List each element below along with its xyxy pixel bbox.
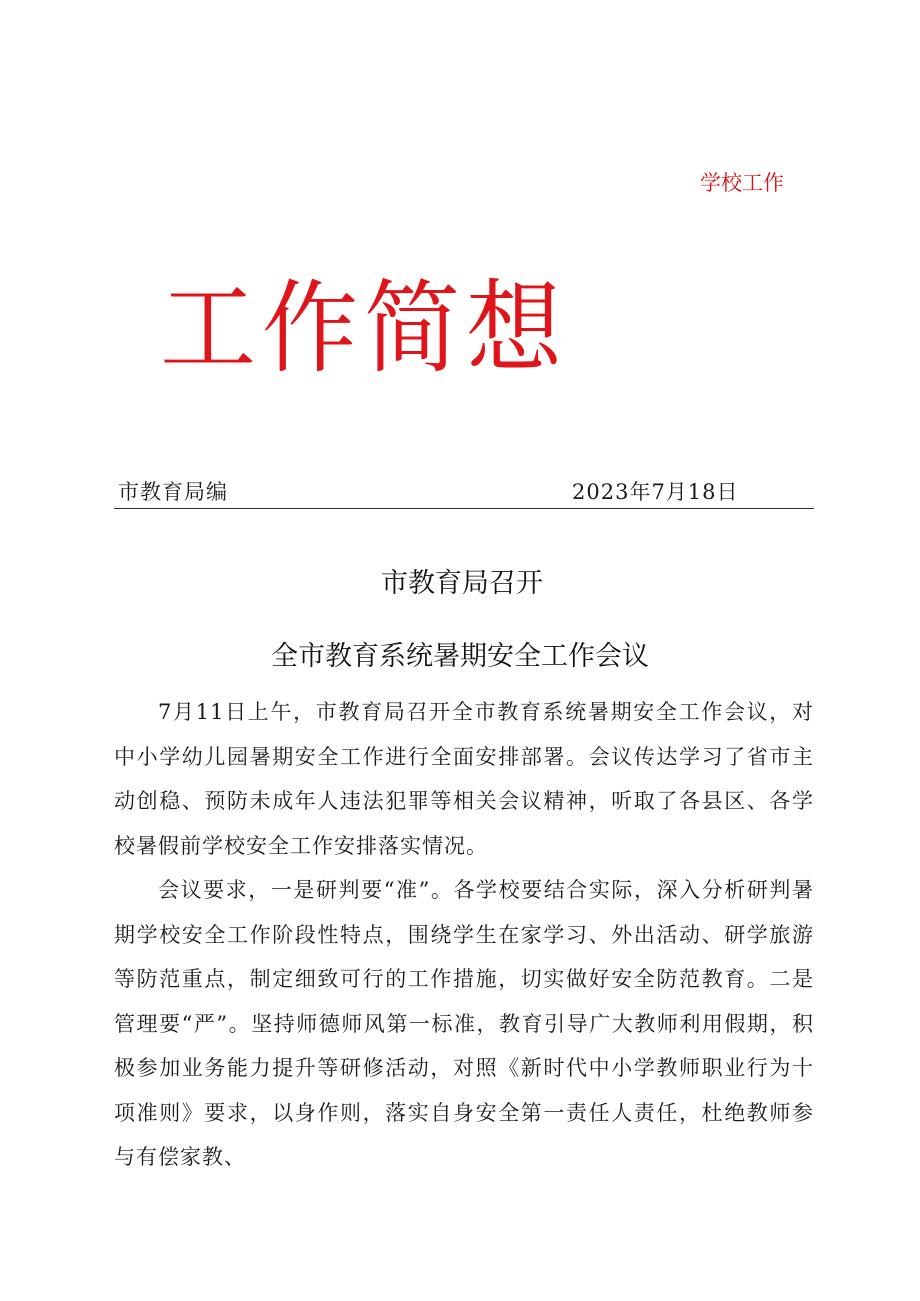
article-title-line-2: 全市教育系统暑期安全工作会议 xyxy=(271,641,649,672)
editor-label: 市教育局编 xyxy=(118,480,228,504)
masthead-title: 工作简想 xyxy=(160,269,568,388)
article-body xyxy=(114,690,814,1180)
issue-date: 2023年7月18日 xyxy=(572,480,739,504)
category-label: 学校工作 xyxy=(700,171,784,195)
paragraph: 会议要求，一是研判要“准”。各学校要结合实际，深入分析研判暑期学校安全工作阶段性特点，围绕学生在家学习、外出活动、研学旅游等防范重点，制定细致可行的工作措施，切实做好安全防范教育。二是管理要“严”。坚持师德师风第一标准，教育引导广大教师利用假期，积极参加业务能力提升等研修活动，对照《新时代中小学教师职业行为十项准则》要求，以身作则，落实自身安全第一责任人责任，杜绝教师参与有偿家教、 xyxy=(114,878,814,1169)
paragraph: 7月11日上午，市教育局召开全市教育系统暑期安全工作会议，对中小学幼儿园暑期安全工作进行全面安排部署。会议传达学习了省市主动创稳、预防未成年人违法犯罪等相关会议精神，听取了各县区、各学校暑假前学校安全工作安排落实情况。 xyxy=(114,700,814,858)
article-title-line-1: 市教育局召开 xyxy=(381,568,543,599)
issue-info-row xyxy=(114,474,814,509)
